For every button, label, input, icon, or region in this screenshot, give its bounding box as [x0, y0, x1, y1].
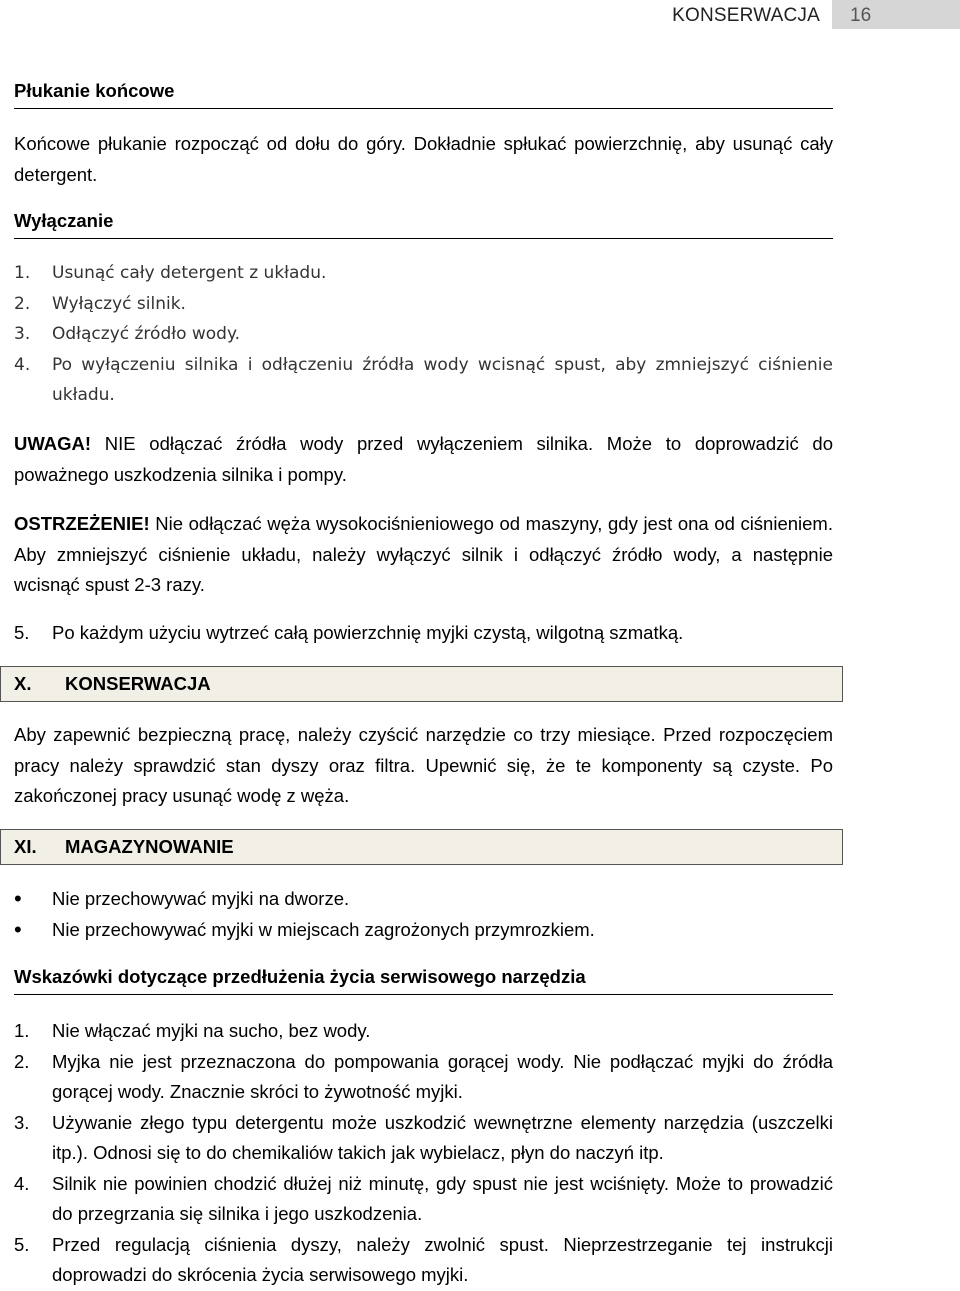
page-header-title: KONSERWACJA — [672, 5, 820, 26]
list-number: 2. — [14, 1050, 30, 1072]
list-text: Odłączyć źródło wody. — [52, 324, 241, 344]
list-number: 1. — [14, 263, 31, 283]
storage-list — [14, 884, 833, 945]
list-item — [14, 618, 833, 649]
shutdown-section — [14, 210, 833, 239]
list-number: 5. — [14, 622, 30, 643]
caution-note — [14, 429, 833, 490]
list-item — [14, 884, 833, 915]
list-item — [14, 258, 833, 289]
bullet-icon: • — [14, 916, 22, 942]
list-text: Nie przechowywać myjki w miejscach zagrożonych przymrozkiem. — [52, 918, 595, 940]
caution-label: UWAGA! — [14, 433, 92, 454]
section-xi-title: MAGAZYNOWANIE — [65, 836, 234, 857]
list-item — [14, 1169, 833, 1230]
tips-list — [14, 1016, 833, 1291]
list-item — [14, 319, 833, 350]
list-text: Po wyłączeniu silnika i odłączeniu źródła wody wcisnąć spust, aby zmniejszyć ciśnienie układu. — [52, 354, 833, 405]
shutdown-list — [14, 258, 833, 411]
caution-text: NIE odłączać źródła wody przed wyłączeniem silnika. Może to doprowadzić do poważnego uszkodzenia silnika i pompy. — [14, 433, 833, 485]
list-item — [14, 350, 833, 411]
section-x-bar — [0, 666, 843, 702]
section-xi-bar — [0, 829, 843, 865]
list-text: Po każdym użyciu wytrzeć całą powierzchnię myjki czystą, wilgotną szmatką. — [52, 622, 684, 643]
list-text: Używanie złego typu detergentu może uszkodzić wewnętrzne elementy narzędzia (uszczelki itp.). Odnosi się to do chemikaliów takich jak wybielacz, płyn do naczyń itp. — [52, 1111, 833, 1163]
list-number: 3. — [14, 324, 31, 344]
tips-heading: Wskazówki dotyczące przedłużenia życia serwisowego narzędzia — [14, 966, 833, 995]
section-x-number: X. — [14, 673, 32, 694]
list-item — [14, 915, 833, 946]
rinse-paragraph: Końcowe płukanie rozpocząć od dołu do góry. Dokładnie spłukać powierzchnię, aby usunąć cały detergent. — [14, 133, 833, 185]
rinse-paragraph-wrap — [14, 129, 833, 190]
page-number: 16 — [832, 0, 960, 29]
list-text: Nie przechowywać myjki na dworze. — [52, 888, 350, 909]
list-text: Wyłączyć silnik. — [52, 293, 186, 314]
list-number: 2. — [14, 293, 31, 314]
shutdown-heading: Wyłączanie — [14, 210, 833, 239]
tips-section — [14, 966, 833, 995]
warning-text: Nie odłączać węża wysokociśnieniowego od maszyny, gdy jest ona od ciśnieniem. Aby zmniejszyć ciśnienie układu, należy wyłączyć silnik i odłączyć źródło wody, a następnie wcisnąć spust 2-3 razy. — [14, 513, 833, 595]
list-item — [14, 1108, 833, 1169]
list-item — [14, 1230, 833, 1291]
section-x-title: KONSERWACJA — [65, 673, 211, 694]
shutdown-list-cont — [14, 618, 833, 649]
section-x-body — [14, 720, 833, 812]
list-text: Silnik nie powinien chodzić dłużej niż minutę, gdy spust nie jest wciśnięty. Może to prowadzić do przegrzania się silnika i jego uszkodzenia. — [52, 1172, 833, 1224]
list-number: 4. — [14, 1172, 30, 1194]
list-number: 4. — [14, 354, 31, 375]
bullet-icon: • — [14, 886, 22, 911]
list-number: 5. — [14, 1233, 30, 1255]
list-item — [14, 1047, 833, 1108]
list-text: Przed regulacją ciśnienia dyszy, należy zwolnić spust. Nieprzestrzeganie tej instrukcji doprowadzi do skrócenia życia serwisowego myjki. — [52, 1233, 833, 1285]
list-text: Nie włączać myjki na sucho, bez wody. — [52, 1020, 371, 1041]
rinse-section — [14, 80, 833, 109]
rinse-heading: Płukanie końcowe — [14, 80, 833, 109]
section-xi-number: XI. — [14, 836, 37, 857]
list-text: Myjka nie jest przeznaczona do pompowania gorącej wody. Nie podłączać myjki do źródła gorącej wody. Znacznie skróci to żywotność myjki. — [52, 1050, 833, 1102]
list-text: Usunąć cały detergent z układu. — [52, 263, 327, 283]
list-number: 1. — [14, 1020, 30, 1041]
list-number: 3. — [14, 1111, 30, 1133]
list-item — [14, 289, 833, 320]
list-item — [14, 1016, 833, 1047]
warning-note — [14, 509, 833, 601]
warning-label: OSTRZEŻENIE! — [14, 513, 150, 534]
section-x-paragraph: Aby zapewnić bezpieczną pracę, należy czyścić narzędzie co trzy miesiące. Przed rozpoczęciem pracy należy sprawdzić stan dyszy oraz filtra. Upewnić się, że te komponenty są czyste. Po zakończonej pracy usunąć wodę z węża. — [14, 724, 833, 806]
